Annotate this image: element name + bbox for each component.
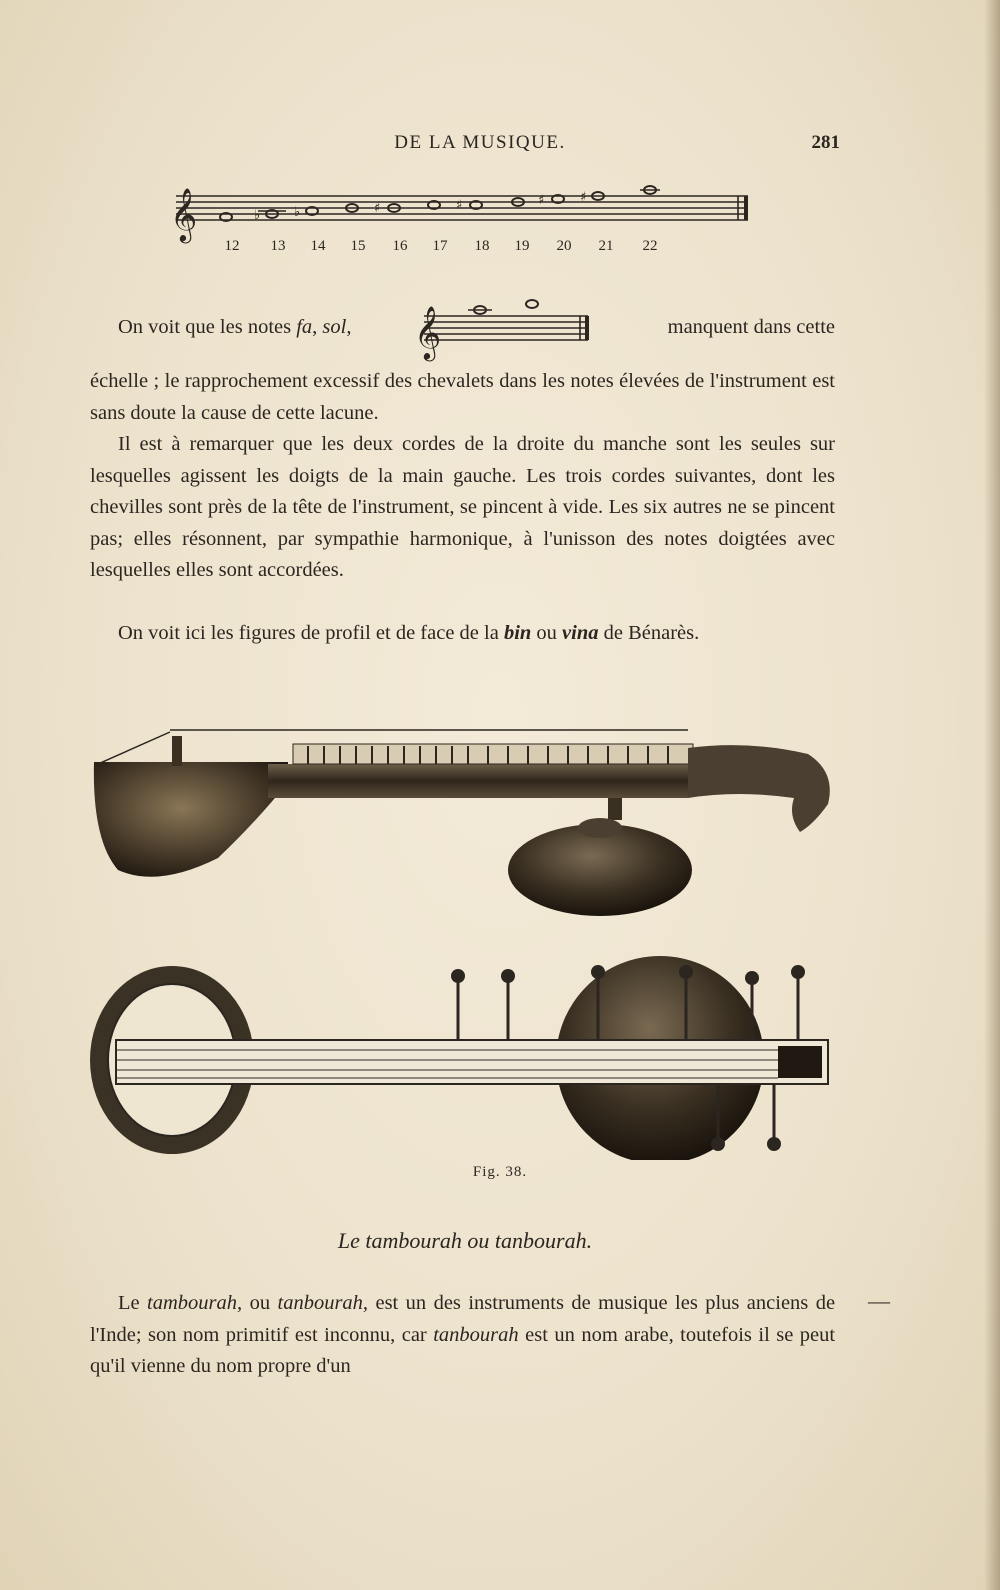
note-sol: sol [322, 316, 347, 338]
svg-text:♭: ♭ [294, 205, 301, 220]
scale-number: 19 [514, 238, 530, 254]
svg-text:♭: ♭ [254, 208, 261, 223]
svg-text:♯: ♯ [456, 198, 463, 213]
scale-number: 18 [474, 238, 490, 254]
scale-number: 22 [642, 238, 658, 254]
text-before: On voit que les notes [118, 316, 292, 338]
front-view [90, 956, 828, 1160]
page-header [120, 132, 840, 162]
treble-clef-icon: 𝄞 [170, 187, 198, 241]
scale-number: 12 [224, 238, 240, 254]
term-tanbourah-2: tanbourah [433, 1323, 519, 1346]
paragraph-3: On voit ici les figures de profil et de face de la bin ou vina de Bénarès. [118, 622, 700, 644]
scale-number: 14 [310, 238, 326, 254]
scale-number: 13 [270, 238, 286, 254]
scale-number: 17 [432, 238, 448, 254]
profile-view [94, 730, 830, 916]
vina-illustration [88, 720, 848, 1160]
note-fa: fa [296, 316, 313, 338]
scale-number: 16 [392, 238, 408, 254]
term-tanbourah: tanbourah, [277, 1292, 369, 1314]
treble-clef-icon: 𝄞 [414, 305, 442, 359]
term-bin: bin [503, 622, 532, 644]
term-vina: vina [562, 622, 599, 644]
figure-label: Fig. 38. [472, 1164, 528, 1180]
music-staff-missing-notes [408, 292, 598, 362]
page-number: 281 [811, 132, 840, 153]
figure-caption: Le tambourah ou tanbourah. [337, 1228, 593, 1253]
scale-number: 21 [598, 238, 614, 254]
term-tambourah: tambourah, [147, 1292, 243, 1314]
svg-text:♯: ♯ [374, 201, 381, 216]
paragraph-2: Il est à remarquer que les deux cordes de la droite du manche sont les seules sur lesquelles agissent les doigts de la main gauche. Les trois cordes suivantes, dont les chevilles sont près de la tête de l'instrument, se pincent à vide. Les six autres ne se pincent pas; elles résonnent, par sympathie harmonique, à l'unisson des notes doigtées avec lesquelles elles sont accordées. [90, 433, 835, 581]
paragraph-1: échelle ; le rapprochement excessif des chevalets dans les notes élevées de l'instrument est sans doute la cause de cette lacune. [90, 370, 835, 424]
scale-number: 20 [556, 238, 572, 254]
page-edge-shadow [984, 0, 1000, 1590]
paragraph-4: Le tambourah, ou tanbourah, est un des instruments de musique les plus anciens de l'Inde; son nom primitif est inconnu, car tanbourah est un nom arabe, toutefois il se peut qu'il vienne du nom propre d'un [90, 1292, 836, 1377]
inline-text-left: On voit que les notes fa, sol, [118, 316, 352, 338]
music-staff-scale [166, 182, 756, 262]
inline-text-right: manquent dans cette [667, 316, 835, 338]
scale-number: 15 [350, 238, 366, 254]
margin-mark: — [868, 1288, 890, 1313]
running-title: DE LA MUSIQUE. [394, 132, 566, 153]
svg-text:♯: ♯ [580, 190, 587, 205]
svg-text:♯: ♯ [538, 193, 545, 208]
